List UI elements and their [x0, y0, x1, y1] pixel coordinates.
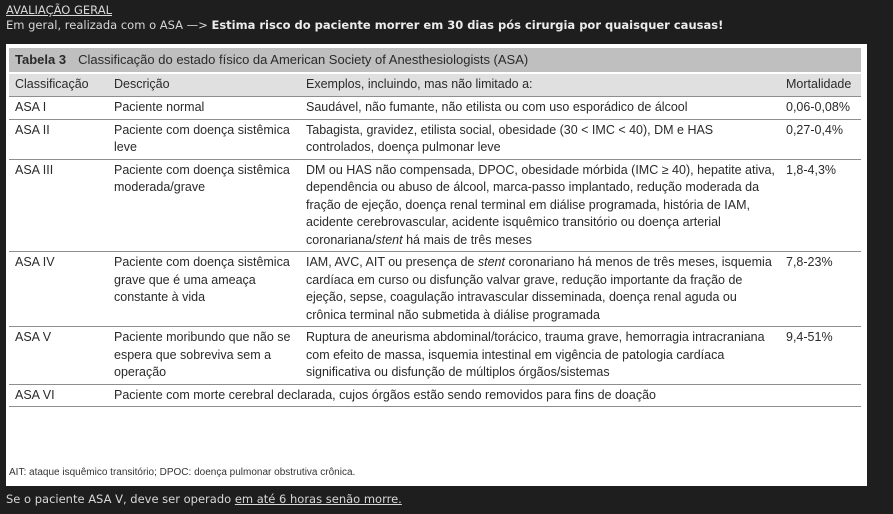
row-description: Paciente com morte cerebral declarada, cujos órgãos estão sendo removidos para fins de doação: [108, 384, 861, 407]
asa-table-image: [6, 44, 867, 486]
row-mortality: 0,27-0,4%: [780, 119, 861, 159]
row-mortality: 0,06-0,08%: [780, 97, 861, 120]
row-description: Paciente com doença sistêmica grave que é uma ameaça constante à vida: [108, 252, 300, 327]
row-examples: Tabagista, gravidez, etilista social, obesidade (30 < IMC < 40), DM e HAS controlados, doença pulmonar leve: [300, 119, 780, 159]
table-footnote: AIT: ataque isquêmico transitório; DPOC: doença pulmonar obstrutiva crônica.: [9, 467, 356, 478]
row-mortality: 1,8-4,3%: [780, 159, 861, 252]
table-row: [9, 119, 861, 159]
header-mortalidade: Mortalidade: [780, 74, 861, 97]
intro-highlight: Estima risco do paciente morrer em 30 dias pós cirurgia por quaisquer causas!: [211, 18, 724, 32]
row-classification: ASA I: [9, 97, 108, 120]
header-descricao: Descrição: [108, 74, 300, 97]
row-mortality: 7,8-23%: [780, 252, 861, 327]
table-row: [9, 159, 861, 252]
section-title: AVALIAÇÃO GERAL: [6, 3, 112, 17]
row-mortality: 9,4-51%: [780, 327, 861, 385]
asa-table: [9, 74, 861, 407]
row-description: Paciente com doença sistêmica moderada/grave: [108, 159, 300, 252]
row-description: Paciente com doença sistêmica leve: [108, 119, 300, 159]
row-description: Paciente normal: [108, 97, 300, 120]
row-classification: ASA IV: [9, 252, 108, 327]
intro-line: [6, 18, 723, 33]
footer-prefix: Se o paciente ASA V, deve ser operado: [6, 492, 235, 506]
table-number: Tabela 3: [15, 52, 67, 67]
header-exemplos: Exemplos, incluindo, mas não limitado a:: [300, 74, 780, 97]
table-row: [9, 327, 861, 385]
table-row: [9, 384, 861, 407]
examples-italic: stent: [375, 232, 403, 247]
examples-text: DM ou HAS não compensada, DPOC, obesidade mórbida (IMC ≥ 40), hepatite ativa, dependência ou abuso de álcool, marca-passo implantado, redução moderada da fração de ejeção, doença renal terminal em diálise programada, história de IAM, acidente cerebrovascular, acidente isquêmico transitório ou doença arterial coronariana/: [306, 162, 775, 247]
table-row: [9, 97, 861, 120]
table-header-row: [9, 74, 861, 97]
page-header: [6, 3, 723, 33]
row-classification: ASA II: [9, 119, 108, 159]
row-examples: Ruptura de aneurisma abdominal/torácico, trauma grave, hemorragia intracraniana com efeito de massa, isquemia intestinal em vigência de patologia cardíaca significativa ou disfunção de múltiplos órgãos/sistemas: [300, 327, 780, 385]
row-classification: ASA VI: [9, 384, 108, 407]
examples-text: IAM, AVC, AIT ou presença de: [306, 255, 478, 269]
row-examples: [300, 159, 780, 252]
row-classification: ASA III: [9, 159, 108, 252]
row-examples: [300, 252, 780, 327]
row-description: Paciente moribundo que não se espera que sobreviva sem a operação: [108, 327, 300, 385]
table-row: [9, 252, 861, 327]
table-caption: [9, 48, 861, 72]
footer-note: [6, 492, 402, 507]
examples-text: coronariano há menos de três meses, isquemia cardíaca em curso ou disfunção valvar grave, redução importante da fração de ejeção, sepse, coagulação intravascular disseminada, doença renal aguda ou crônica terminal não submetida à diálise programada: [306, 255, 772, 322]
footer-underlined: em até 6 horas senão morre.: [234, 492, 402, 506]
table-title: Classificação do estado físico da American Society of Anesthesiologists (ASA): [78, 52, 529, 67]
row-examples: Saudável, não fumante, não etilista ou com uso esporádico de álcool: [300, 97, 780, 120]
examples-italic: stent: [477, 255, 505, 269]
intro-prefix: Em geral, realizada com o ASA —>: [6, 18, 212, 32]
header-classificacao: Classificação: [9, 74, 108, 97]
examples-text: há mais de três meses: [402, 232, 532, 247]
row-classification: ASA V: [9, 327, 108, 385]
